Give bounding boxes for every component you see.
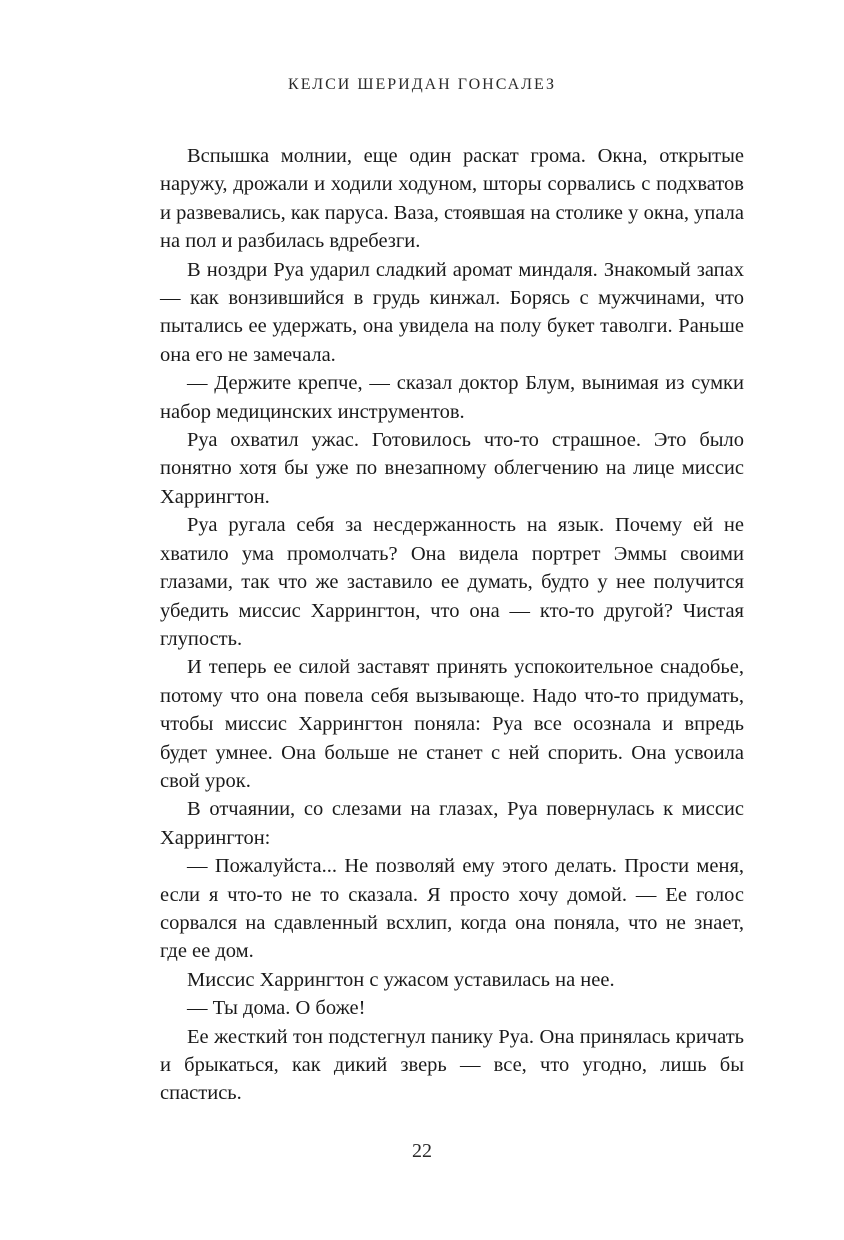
page-number: 22 [412, 1140, 432, 1162]
running-title: КЕЛСИ ШЕРИДАН ГОНСАЛЕЗ [288, 76, 556, 93]
paragraph: В ноздри Руа ударил сладкий аромат миндаля. Знакомый запах — как вонзившийся в грудь кинжал. Борясь с мужчинами, что пытались ее удержать, она увидела на полу букет таволги. Раньше она его не замечала. [160, 258, 744, 366]
paragraph: — Ты дома. О боже! [187, 997, 366, 1020]
paragraph: Руа охватил ужас. Готовилось что-то страшное. Это было понятно хотя бы уже по внезапному облегчению на лице миссис Харрингтон. [160, 429, 744, 508]
body-text [160, 142, 744, 1108]
paragraph: Руа ругала себя за несдержанность на язык. Почему ей не хватило ума промолчать? Она видела портрет Эммы своими глазами, так что же заставило ее думать, будто у нее получится убедить миссис Харрингтон, что она — кто-то другой? Чистая глупость. [160, 514, 744, 650]
paragraph: — Пожалуйста... Не позволяй ему этого делать. Прости меня, если я что-то не то сказала. Я просто хочу домой. — Ее голос сорвался на сдавленный всхлип, когда она поняла, что не знает, где ее дом. [160, 855, 744, 963]
paragraph: — Держите крепче, — сказал доктор Блум, вынимая из сумки набор медицинских инструментов. [160, 372, 744, 423]
paragraph: Миссис Харрингтон с ужасом уставилась на нее. [187, 968, 615, 991]
paragraph: В отчаянии, со слезами на глазах, Руа повернулась к миссис Харрингтон: [160, 798, 744, 849]
paragraph: И теперь ее силой заставят принять успокоительное снадобье, потому что она повела себя вызывающе. Надо что-то придумать, чтобы миссис Харрингтон поняла: Руа все осознала и впредь будет умнее. Она больше не станет с ней спорить. Она усвоила свой урок. [160, 656, 744, 792]
paragraph: Вспышка молнии, еще один раскат грома. Окна, открытые наружу, дрожали и ходили ходуном, шторы сорвались с подхватов и развевались, как паруса. Ваза, стоявшая на столике у окна, упала на пол и разбилась вдребезги. [160, 145, 744, 253]
paragraph: Ее жесткий тон подстегнул панику Руа. Она принялась кричать и брыкаться, как дикий зверь — все, что угодно, лишь бы спастись. [160, 1025, 744, 1105]
